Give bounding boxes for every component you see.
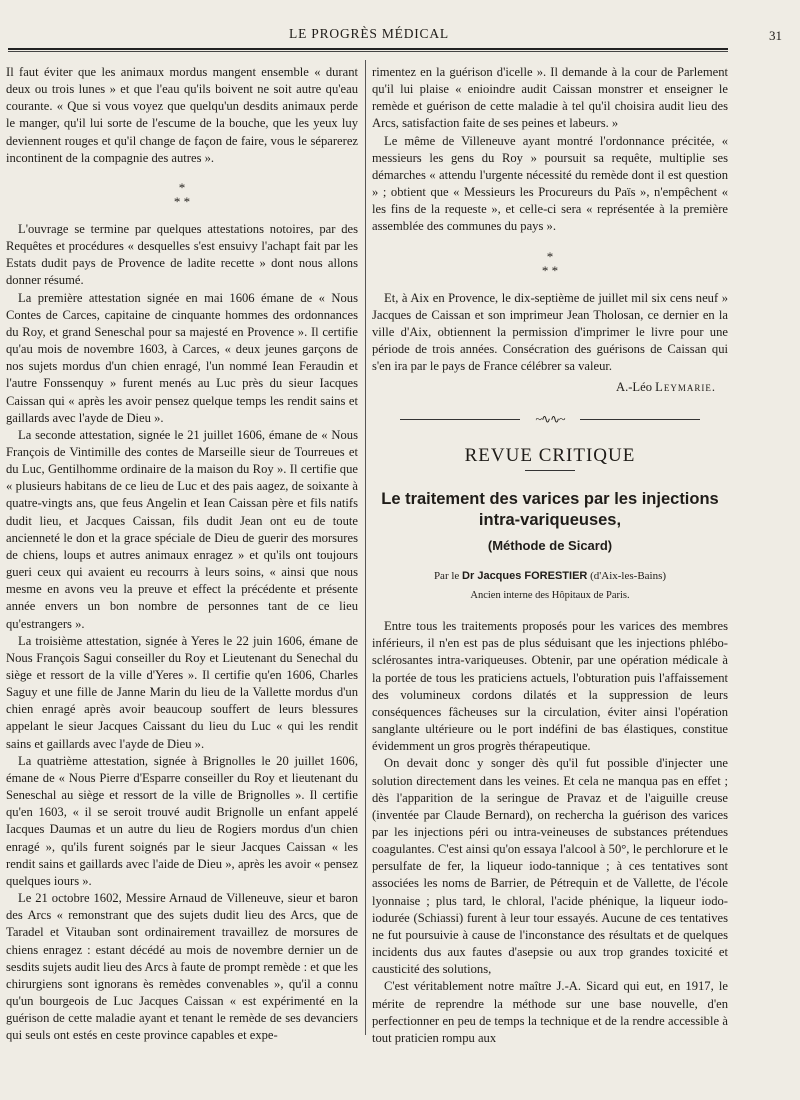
paragraph: rimentez en la guérison d'icelle ». Il demande à la cour de Parlement qu'il lui plaise « enioindre audit Caissan monstrer et enseigner le remède et guérison de cette maladie à tel qu'il choisira audit lieu des Arcs, satisfaction faite de ses peines et labeurs. »: [372, 65, 728, 131]
running-header: LE PROGRÈS MÉDICAL: [289, 26, 449, 41]
byline: Par le Dr Jacques FORESTIER (d'Aix-les-Bains): [433, 569, 667, 582]
right-column: [372, 64, 728, 1047]
flourish-icon: ~∿∿~: [535, 411, 565, 426]
paragraph: La troisième attestation, signée à Yeres le 22 juin 1606, émane de Nous François Sagui conseiller du Roy et Lieutenant du Senechal du siège et ressort de la ville d'Yeres ». Il certifie qu'en 1606, Charles Saguy et une fille de Janne Marin du lieu de la Vallette mordus d'un chien enragé après avoir beaucoup souffert de leurs blessures appelant le sieur Jacques Caissant du lieu du Luc « qui les rendit sains et gaillards avec l'ayde de Dieu ».: [6, 633, 358, 751]
paragraph: C'est véritablement notre maître J.-A. Sicard qui eut, en 1917, le mérite de reprendre la méthode sur une base nouvelle, d'en perfectionner en peu de temps la technique et de la rendre accessible à tout praticien rompu aux: [372, 979, 728, 1045]
header-rule: [8, 48, 728, 52]
article-subtitle: (Méthode de Sicard): [487, 537, 613, 553]
column-divider: [365, 60, 366, 1035]
author-affiliation: Ancien interne des Hôpitaux de Paris.: [470, 589, 630, 601]
section-rule: [525, 470, 575, 471]
paragraph: La première attestation signée en mai 1606 émane de « Nous Contes de Carces, capitaine de cinquante hommes des ordonnances du Roy, et grand Seneschal pour sa majesté en Provence ». Il certifie qu'au mois de novembre 1603, à Carces, « deux jeunes garçons de nos sujets mordus d'un chien enragé, l'un nommé Iean Feraudin et l'autre Fonssenquy » furent menés au Luc près du sieur Iacques Caissan qui « après les avoir pensez quelque temps les rendit sains et gaillards avec l'ayde de Dieu ».: [6, 290, 358, 425]
paragraph: On devait donc y songer dès qu'il fut possible d'injecter une solution directement dans les veines. Et cela ne manqua pas en effet ; dès l'apparition de la seringue de Pravaz et de l'aiguille creuse (inventée par Claude Bernard), on rechercha la guérison des varices par les injections péri ou intra-veineuses de substances prétendues coagulantes. C'est ainsi qu'on essaya l'alcool à 50°, le perchlorure et le persulfate de fer, la liqueur iodo-tannique ; à ces tentatives sont associées les noms de Barrier, de Pétrequin et de Vallette, de l'école lyonnaise ; plus tard, le chloral, l'acide phénique, la liqueur iodo-iodurée (Schiassi) furent à leur tour essayés. Aucune de ces tentatives ne fut poursuivie à cause de l'inconstance des résultats et de quelques incidents dus aux fautes d'asepsie ou aux trop grandes toxicité et causticité des solutions,: [372, 756, 728, 977]
left-column: [6, 64, 358, 1044]
section-stars: * * *: [541, 248, 559, 278]
page-number: 31: [769, 28, 782, 43]
paragraph: Le même de Villeneuve ayant montré l'ordonnance précitée, « messieurs les gens du Roy » poursuit sa requête, multiplie ses démarches « attendu l'urgente nécessité du remède dont il est question » ; obtient que « Messieurs les Procureurs du Païs », n'empêchent « les fins de la requeste », et celle-ci sera « représentée à la première assemblée des communes du pays ».: [372, 133, 728, 234]
article-title: Le traitement des varices par les injections intra-variqueuses,: [381, 489, 719, 529]
ornamental-divider: [400, 413, 700, 427]
author-signature: A.-Léo Leymarie.: [615, 380, 716, 395]
paragraph: Et, à Aix en Provence, le dix-septième de juillet mil six cens neuf » Jacques de Caissan et son imprimeur Jean Tholosan, ce dernier en la ville d'Aix, obtiennent la permission d'imprimer le livre pour une période de trois années. Consécration des guérisons de Caissan qui s'en ira par le pays de France célébrer sa valeur.: [372, 290, 728, 374]
paragraph: La quatrième attestation, signée à Brignolles le 20 juillet 1606, émane de « Nous Pierre d'Esparre conseiller du Roy et lieutenant du Seneschal au siège et ressort de la ville de Brignolles ». Il certifie qu'en 1603, « il se seroit trouvé audit Brignolle un enfant appelé Iacques Daumas et un autre du lieu de Rogiers mordus d'un chien enragé », qu'ils furent soignés par le sieur Jacques Caissan « les rendit sains et gaillards avec l'aide de Dieu », après les avoir « pensez quelques iours ».: [6, 753, 358, 888]
paragraph: Entre tous les traitements proposés pour les varices des membres inférieurs, il n'en est pas de plus séduisant que les injections phlébo-sclérosantes intra-variqueuses. Obtenir, par une opération médicale à la portée de tous les praticiens actuels, l'obturation puis l'affaissement des volumineux cordons dilatés et la suppression de leurs conséquences fâcheuses sur la circulation, éviter ainsi l'opération sanglante ultérieure ou le port indéfini de bas élastiques, constitue évidemment un gros progrès thérapeutique.: [372, 619, 728, 754]
section-stars: * * *: [173, 179, 191, 209]
paragraph: L'ouvrage se termine par quelques attestations notoires, par des Requêtes et procédures « desquelles s'est ensuivy l'achapt fait par les Estats dudit pays de Provence de ladite recette » dont nous allons donner résumé.: [6, 221, 358, 288]
paragraph: Le 21 octobre 1602, Messire Arnaud de Villeneuve, sieur et baron des Arcs « remonstrant que des sujets dudit lieu des Arcs, que de Taradel et Vitauban sont ordinairement travaillez de morsures de chiens enragez : estant décédé au mois de novembre dernier un de sesdits sujets audit lieu des Arcs à faute de prompt remède : et que les chirurgiens sont ignorans ès remèdes convenables », qu'il a connu qu'un bourgeois de Luc Jacques Caissan « est expérimenté en la guérison de cette maladie ayant et tenant le remède de ses devanciers qui seuls ont estés en ceste province capables et expe-: [6, 891, 358, 1043]
section-title: REVUE CRITIQUE: [464, 444, 636, 466]
paragraph: Il faut éviter que les animaux mordus mangent ensemble « durant deux ou trois lunes » et que l'eau qu'ils boivent ne soit autre qu'eau courante. « Que si vous voyez que quelqu'un desdits animaux perde le manger, qu'il lui sorte de l'escume de la bouche, que les yeux luy deviennent rouges et qu'il change de façon de faire, vous le séparerez incontinent de la compagnie des autres ».: [6, 65, 358, 165]
paragraph: La seconde attestation, signée le 21 juillet 1606, émane de « Nous François de Vintimille des contes de Marseille sieur de Tourreues et du Luc, Gentilhomme ordinaire de la maison du Roy ». Il certifie que « plusieurs habitans de ce lieu de Luc et des pais aagez, de soixante à quatre-vingts ans, que feus Angelin et Iean Caissan père et fils natifs dudit lieu, et Jacques Caissan, fils dudit Jean ont eu de toute ancienneté le don et la grace spéciale de Dieu de guerir des morsures de chiens, loups et autres animaux enragez » et qu'ils ont toujours gueri ceux qui avaient eu recourrs à leurs soins, « ainsi que nous mesme en avons veu la preuve et effect la précédente et présente année envers un bon nombre de personnes tant de ce lieu qu'estrangers ».: [6, 427, 358, 631]
